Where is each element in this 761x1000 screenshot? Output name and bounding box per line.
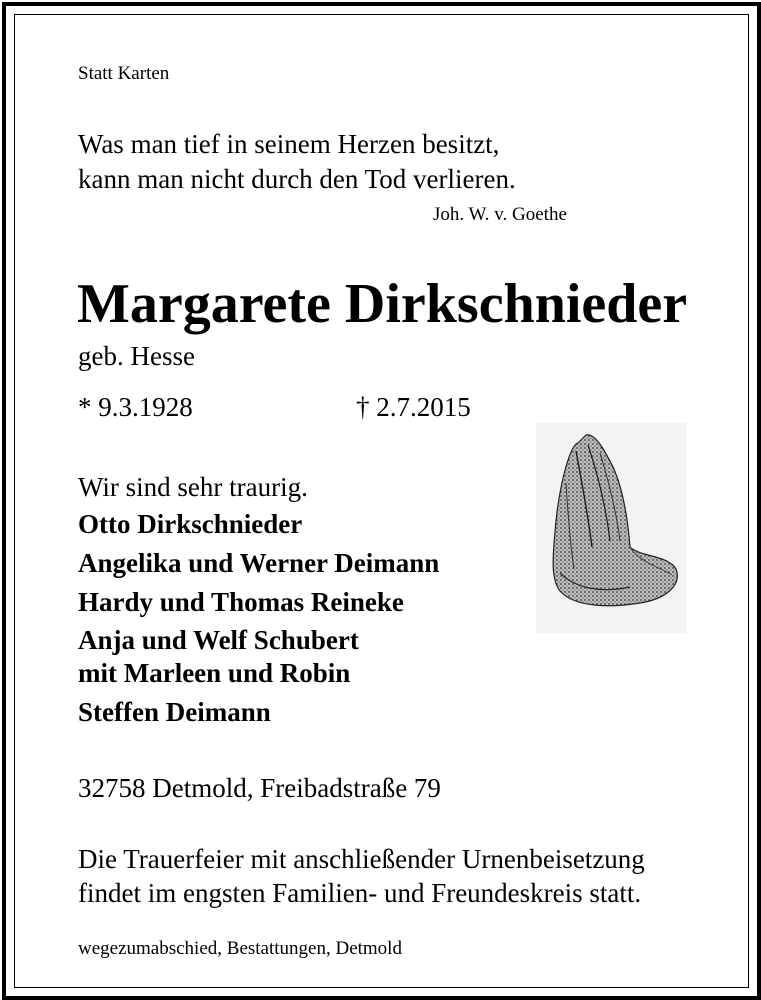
praying-hands-icon	[536, 423, 686, 633]
header-text: Statt Karten	[78, 63, 170, 84]
deceased-name: Margarete Dirkschnieder	[77, 273, 688, 335]
mourning-text: Wir sind sehr traurig.	[78, 472, 308, 502]
mourner-line: Otto Dirkschnieder	[78, 509, 303, 539]
address: 32758 Detmold, Freibadstraße 79	[78, 773, 441, 803]
birth-date: * 9.3.1928	[78, 392, 193, 422]
funeral-home: wegezumabschied, Bestattungen, Detmold	[78, 938, 402, 959]
mourner-line: Anja und Welf Schubert	[78, 625, 359, 655]
funeral-line-2: findet im engsten Familien- und Freundeskreis statt.	[78, 878, 642, 908]
mourner-line: Steffen Deimann	[78, 697, 271, 727]
maiden-name: geb. Hesse	[78, 341, 195, 371]
quote-line-2: kann man nicht durch den Tod verlieren.	[78, 164, 516, 194]
mourner-line: Hardy und Thomas Reineke	[78, 587, 404, 617]
death-date: † 2.7.2015	[356, 392, 471, 422]
quote-author: Joh. W. v. Goethe	[433, 204, 567, 225]
mourner-line: mit Marleen und Robin	[78, 658, 351, 688]
mourner-line: Angelika und Werner Deimann	[78, 548, 440, 578]
quote-line-1: Was man tief in seinem Herzen besitzt,	[78, 129, 500, 159]
funeral-line-1: Die Trauerfeier mit anschließender Urnenbeisetzung	[78, 844, 645, 874]
